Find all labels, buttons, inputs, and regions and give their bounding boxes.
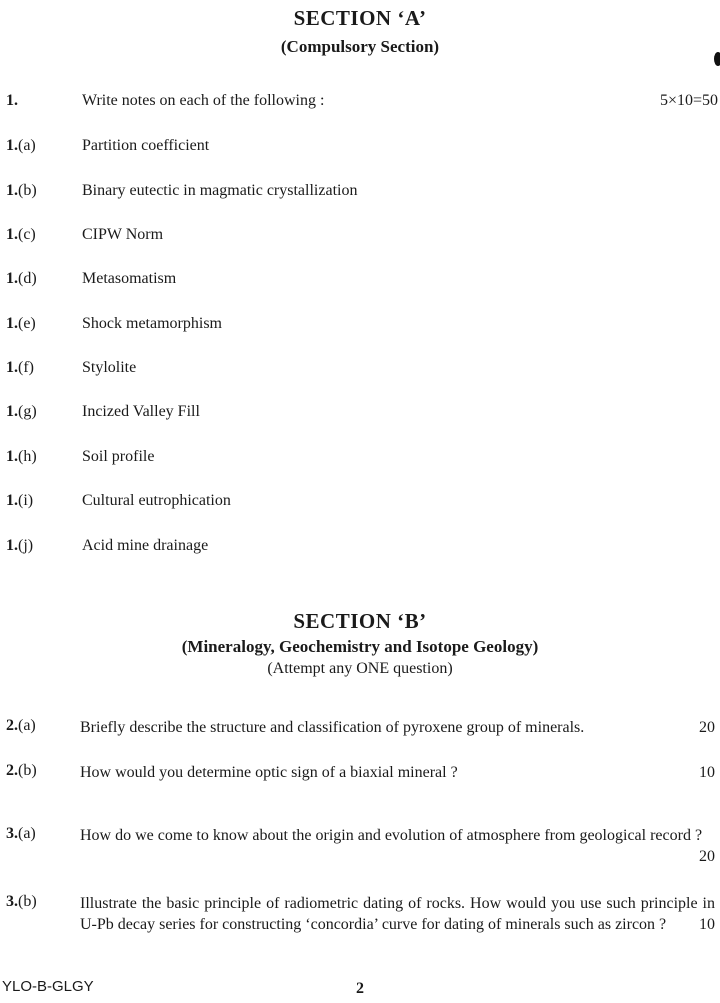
q1-part-text: CIPW Norm [82,226,164,243]
q2b-label: 2.(b) [6,762,37,779]
q2b-text: 10 How would you determine optic sign of a biaxial mineral ? [80,764,715,781]
q2a-label: 2.(a) [6,717,36,734]
q1-part-text: Partition coefficient [82,137,210,154]
q1-part-label: 1.(e) [6,315,36,332]
q3b-marks: 10 [699,916,715,933]
q1-part-label: 1.(c) [6,226,36,243]
section-a-title: SECTION ‘A’ [293,6,427,30]
q3a-marks: 20 [699,848,715,865]
q3b-label: 3.(b) [6,893,37,910]
q2b-marks: 10 [699,764,715,781]
q1-part-label: 1.(a) [6,137,36,154]
q1-part-label: 1.(j) [6,537,34,554]
section-b-title: SECTION ‘B’ [293,609,427,633]
q1-part-text: Shock metamorphism [82,315,222,332]
page-number: 2 [356,980,364,997]
q1-part-text: Cultural eutrophication [82,492,231,509]
section-a-subtitle: (Compulsory Section) [280,37,440,56]
q1-part-label: 1.(f) [6,359,34,376]
q1-text: Write notes on each of the following : [82,92,325,109]
q3b-text: Illustrate the basic principle of radiometric dating of rocks. How would you use such principle in U-Pb decay series for constructing ‘concordia’ curve for dating of minerals such as zircon ? 10 [80,895,715,933]
q1-part-text: Metasomatism [82,270,177,287]
q1-part-label: 1.(i) [6,492,34,509]
margin-mark [714,52,720,66]
q1-part-text: Binary eutectic in magmatic crystallization [82,182,358,199]
section-b-subtitle: (Mineralogy, Geochemistry and Isotope Geology) [181,637,539,656]
q1-part-text: Soil profile [82,448,155,465]
q1-part-label: 1.(g) [6,403,37,420]
q1-part-label: 1.(h) [6,448,37,465]
q1-marks: 5×10=50 [659,92,718,109]
q3a-label: 3.(a) [6,825,36,842]
q1-part-text: Stylolite [82,359,137,376]
paper-code: YLO-B-GLGY [2,978,94,995]
q1-part-text: Acid mine drainage [82,537,209,554]
q1-number: 1. [6,92,18,109]
q1-part-label: 1.(b) [6,182,37,199]
q2a-marks: 20 [699,719,715,736]
q2a-text: 20 Briefly describe the structure and classification of pyroxene group of minerals. [80,719,715,736]
q1-part-label: 1.(d) [6,270,37,287]
section-b-instruction: (Attempt any ONE question) [267,660,453,677]
q3a-text: How do we come to know about the origin and evolution of atmosphere from geological record ? 20 [80,827,715,865]
q1-part-text: Incized Valley Fill [82,403,200,420]
